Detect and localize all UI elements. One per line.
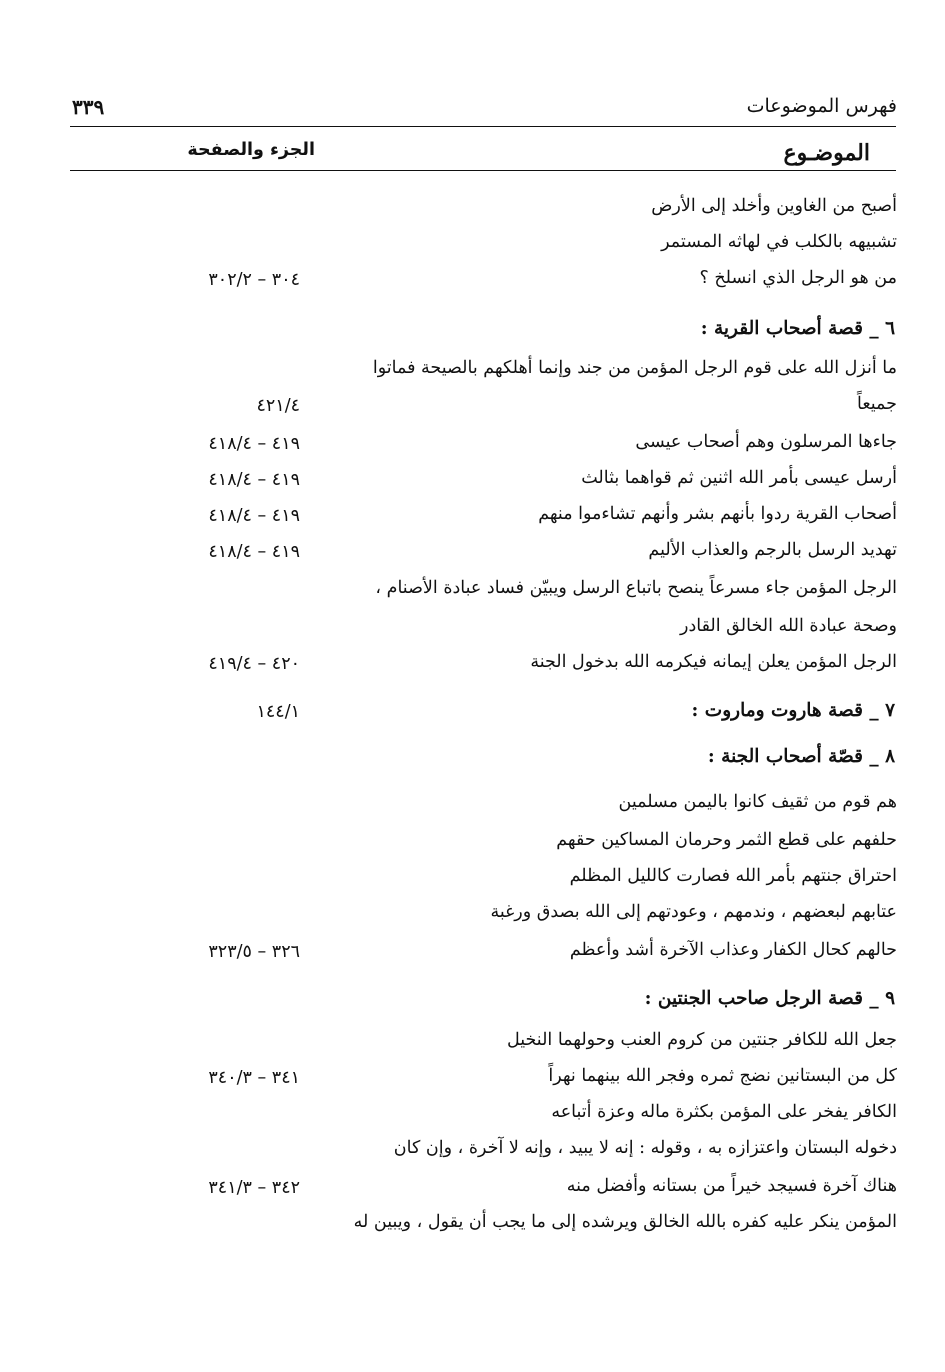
entry-volume-page: ٤١٩ – ٤١٨/٤: [208, 506, 300, 526]
entry-volume-page: ٣٤١ – ٣٤٠/٣: [208, 1068, 300, 1088]
entry-text: الرجل المؤمن جاء مسرعاً ينصح باتباع الرسل ويبيّن فساد عبادة الأصنام ،: [375, 578, 897, 598]
entry-text: حلفهم على قطع الثمر وحرمان المساكين حقهم: [556, 830, 897, 850]
section-heading: ٦ _ قصة أصحاب القرية :: [700, 318, 895, 339]
entry-text: أصحاب القرية ردوا بأنهم بشر وأنهم تشاءموا منهم: [538, 504, 897, 524]
entry-text: المؤمن ينكر عليه كفره بالله الخالق ويرشده إلى ما يجب أن يقول ، ويبين له: [353, 1212, 897, 1232]
entry-text: أرسل عيسى بأمر الله اثنين ثم قواهما بثالث: [581, 468, 897, 488]
column-header-rule: [70, 170, 896, 171]
entry-text: حالهم كحال الكفار وعذاب الآخرة أشد وأعظم: [569, 940, 897, 960]
entry-volume-page: ٤١٩ – ٤١٨/٤: [208, 434, 300, 454]
entry-text: هناك آخرة فسيجد خيراً من بستانه وأفضل منه: [566, 1176, 897, 1196]
header-rule: [70, 126, 896, 127]
section-heading: ٩ _ قصة الرجل صاحب الجنتين :: [644, 988, 895, 1009]
entry-volume-page: ٣٢٦ – ٣٢٣/٥: [208, 942, 300, 962]
entry-text: هم قوم من ثقيف كانوا باليمن مسلمين: [618, 792, 897, 812]
entry-text: جاءها المرسلون وهم أصحاب عيسى: [635, 432, 897, 452]
entry-volume-page: ٣٤٢ – ٣٤١/٣: [208, 1178, 300, 1198]
entry-text: ما أنزل الله على قوم الرجل المؤمن من جند وإنما أهلكهم بالصيحة فماتوا: [372, 358, 897, 378]
entry-text: أصبح من الغاوين وأخلد إلى الأرض: [651, 196, 897, 216]
section-heading: ٨ _ قصّة أصحاب الجنة :: [707, 746, 895, 767]
entry-text: تشبيهه بالكلب في لهاثه المستمر: [661, 232, 897, 252]
entry-text: كل من البستانين نضج ثمره وفجر الله بينهما نهراً: [548, 1066, 897, 1086]
entry-text: جميعاً: [857, 394, 897, 414]
running-header-title: فهرس الموضوعات: [746, 95, 897, 117]
entry-text: عتابهم لبعضهم ، وندمهم ، وعودتهم إلى الله بصدق ورغبة: [490, 902, 897, 922]
entry-text: الرجل المؤمن يعلن إيمانه فيكرمه الله بدخول الجنة: [530, 652, 897, 672]
entry-text: وصحة عبادة الله الخالق القادر: [680, 616, 897, 636]
entry-volume-page: ٤١٩ – ٤١٨/٤: [208, 470, 300, 490]
column-header-topic: الموضـوع: [783, 140, 870, 166]
entry-text: احتراق جنتهم بأمر الله فصارت كالليل المظلم: [569, 866, 897, 886]
entry-volume-page: ٤٢٠ – ٤١٩/٤: [208, 654, 300, 674]
section-heading: ٧ _ قصة هاروت وماروت :: [691, 700, 895, 721]
entry-volume-page: ١٤٤/١: [256, 702, 300, 722]
entry-volume-page: ٤٢١/٤: [256, 396, 300, 416]
entry-text: تهديد الرسل بالرجم والعذاب الأليم: [648, 540, 897, 560]
entry-volume-page: ٣٠٤ – ٣٠٢/٢: [208, 270, 300, 290]
column-header-volume-page: الجزء والصفحة: [187, 140, 315, 160]
entry-text: دخوله البستان واعتزازه به ، وقوله : إنه لا يبيد ، وإنه لا آخرة ، وإن كان: [393, 1138, 897, 1158]
entry-text: الكافر يفخر على المؤمن بكثرة ماله وعزة أتباعه: [551, 1102, 897, 1122]
entry-text: من هو الرجل الذي انسلخ ؟: [699, 268, 897, 288]
entry-text: جعل الله للكافر جنتين من كروم العنب وحولهما النخيل: [506, 1030, 897, 1050]
page-number: ٣٣٩: [72, 95, 105, 119]
entry-volume-page: ٤١٩ – ٤١٨/٤: [208, 542, 300, 562]
